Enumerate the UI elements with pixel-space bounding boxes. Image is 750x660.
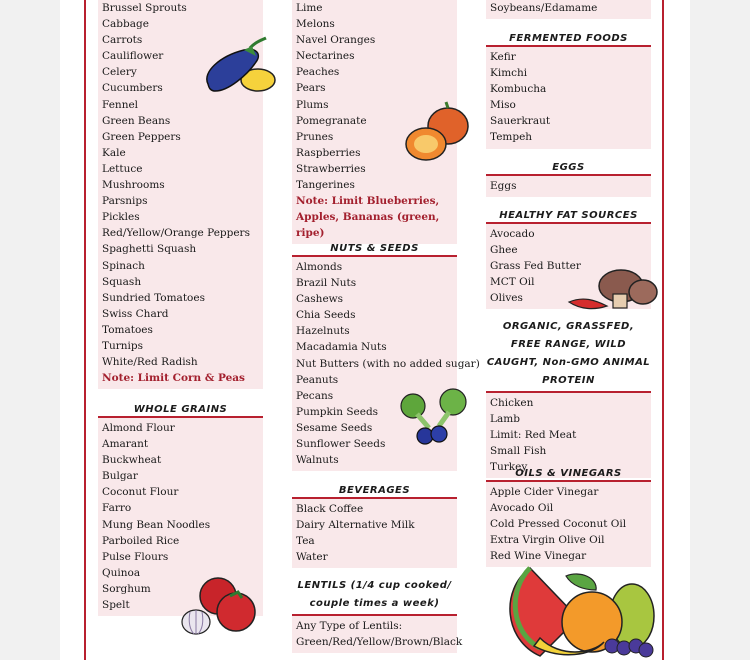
- list-item: Lime: [296, 2, 323, 14]
- list-item: Mung Bean Noodles: [102, 518, 211, 531]
- list-item: Parsnips: [102, 195, 148, 208]
- list-item: Spaghetti Squash: [102, 243, 197, 256]
- list-item: Spinach: [102, 259, 145, 272]
- lentils-list: [292, 616, 463, 653]
- list-item: Turnips: [102, 339, 144, 352]
- list-item: Red Wine Vinegar: [490, 550, 587, 563]
- list-item: Kefir: [490, 51, 516, 63]
- list-item: Squash: [102, 275, 142, 288]
- list-item: Avocado Oil: [490, 502, 554, 515]
- list-item: Kombucha: [490, 83, 547, 96]
- list-item: Carrots: [102, 34, 143, 47]
- list-item: Bulgar: [102, 470, 138, 483]
- list-item: Brussel Sprouts: [102, 2, 187, 14]
- list-item: Chia Seeds: [296, 309, 356, 322]
- lentils-title: LENTILS (1/4 cup cooked/ couple times a week): [292, 577, 457, 616]
- beverages-list: [292, 499, 457, 568]
- list-item: Swiss Chard: [102, 307, 169, 320]
- list-item: Prunes: [296, 130, 334, 143]
- beverages-section: [292, 485, 457, 568]
- list-item: Cauliflower: [102, 50, 164, 63]
- list-item: Melons: [296, 18, 335, 31]
- list-item: Almond Flour: [102, 422, 175, 434]
- list-item: Kimchi: [490, 67, 528, 80]
- list-item: Mushrooms: [102, 179, 165, 192]
- list-item: Spelt: [102, 599, 130, 612]
- list-item: Turkey: [490, 461, 528, 474]
- list-item: Strawberries: [296, 162, 366, 175]
- list-item: Limit: Red Meat: [490, 429, 577, 442]
- list-item: Plums: [296, 98, 329, 111]
- list-item: Pumpkin Seeds: [296, 405, 379, 418]
- list-item: Any Type of Lentils: Green/Red/Yellow/Brown/Black: [296, 620, 463, 649]
- list-item: Peanuts: [296, 373, 339, 386]
- list-item: Green Peppers: [102, 130, 181, 143]
- list-item: Kale: [102, 146, 126, 159]
- healthy-fat-title: HEALTHY FAT SOURCES: [486, 210, 651, 224]
- list-item: Parboiled Rice: [102, 534, 180, 547]
- list-item: Pomegranate: [296, 114, 367, 127]
- list-item: Sauerkraut: [490, 115, 551, 128]
- list-item: Ghee: [490, 244, 518, 257]
- list-item: Avocado: [490, 228, 535, 240]
- list-item: Grass Fed Butter: [490, 260, 581, 273]
- list-item: Celery: [102, 66, 137, 79]
- soy-section: [486, 0, 651, 19]
- list-item: Tomatoes: [102, 323, 153, 336]
- list-item: Sesame Seeds: [296, 421, 373, 434]
- list-item: White/Red Radish: [102, 356, 198, 369]
- soy-list: [486, 0, 651, 19]
- list-item: Navel Oranges: [296, 34, 376, 47]
- list-item: Lamb: [490, 413, 520, 426]
- mushroom-icon: [565, 266, 660, 320]
- oils-vinegars-title: OILS & VINEGARS: [486, 468, 651, 482]
- list-item: Coconut Flour: [102, 486, 179, 499]
- nuts-seeds-title: NUTS & SEEDS: [292, 243, 457, 257]
- list-item: Water: [296, 551, 328, 564]
- tomato-icon: [178, 572, 262, 638]
- list-item: Miso: [490, 99, 516, 112]
- list-item: Brazil Nuts: [296, 277, 357, 290]
- animal-protein-section: [486, 318, 651, 478]
- list-item: Amarant: [102, 438, 149, 451]
- list-item: Soybeans/Edamame: [490, 2, 598, 14]
- list-item: Almonds: [296, 261, 343, 273]
- list-item: Cold Pressed Coconut Oil: [490, 518, 627, 531]
- list-item: Pears: [296, 82, 326, 95]
- list-item: Macadamia Nuts: [296, 341, 387, 354]
- list-item: Eggs: [490, 180, 517, 192]
- list-item: Cabbage: [102, 18, 149, 31]
- fruit-basket-icon: [500, 560, 660, 660]
- note-item: Note: Limit Corn & Peas: [102, 372, 245, 385]
- list-item: Olives: [490, 292, 523, 305]
- list-item: Buckwheat: [102, 454, 162, 467]
- list-item: Extra Virgin Olive Oil: [490, 534, 605, 547]
- list-item: Sorghum: [102, 582, 151, 595]
- list-item: Walnuts: [296, 454, 339, 467]
- eggplant-icon: [200, 36, 278, 98]
- eggs-section: [486, 162, 651, 197]
- list-item: Chicken: [490, 397, 534, 409]
- list-item: Tea: [296, 535, 315, 548]
- list-item: Raspberries: [296, 146, 361, 159]
- beverages-title: BEVERAGES: [292, 485, 457, 499]
- eggs-list: [486, 176, 651, 197]
- list-item: Peaches: [296, 66, 340, 79]
- eggs-title: EGGS: [486, 162, 651, 176]
- list-item: Nectarines: [296, 50, 355, 63]
- list-item: Cucumbers: [102, 82, 163, 95]
- list-item: Green Beans: [102, 114, 171, 127]
- list-item: Apple Cider Vinegar: [490, 486, 599, 498]
- lentils-section: [292, 577, 463, 653]
- list-item: Black Coffee: [296, 503, 364, 515]
- list-item: Farro: [102, 502, 132, 515]
- list-item: Red/Yellow/Orange Peppers: [102, 227, 250, 240]
- list-item: Lettuce: [102, 162, 143, 175]
- list-item: Cashews: [296, 293, 344, 306]
- whole-grains-title: WHOLE GRAINS: [98, 404, 263, 418]
- oils-vinegars-list: [486, 482, 651, 567]
- list-item: MCT Oil: [490, 276, 535, 289]
- list-item: Sundried Tomatoes: [102, 291, 205, 304]
- list-item: Pickles: [102, 211, 140, 224]
- pumpkin-icon: [402, 100, 472, 166]
- list-item: Nut Butters (with no added sugar): [296, 357, 480, 370]
- fermented-foods-title: FERMENTED FOODS: [486, 33, 651, 47]
- fermented-foods-section: [486, 33, 651, 149]
- list-item: Fennel: [102, 98, 139, 111]
- broccoli-icon: [395, 388, 477, 448]
- note-item: Note: Limit Blueberries, Apples, Bananas (green, ripe): [296, 195, 440, 240]
- list-item: Pulse Flours: [102, 550, 169, 563]
- list-item: Small Fish: [490, 445, 547, 458]
- list-item: Quinoa: [102, 566, 141, 579]
- list-item: Dairy Alternative Milk: [296, 519, 415, 532]
- oils-vinegars-section: [486, 468, 651, 567]
- list-item: Hazelnuts: [296, 325, 350, 338]
- list-item: Tangerines: [296, 179, 355, 192]
- list-item: Pecans: [296, 389, 334, 402]
- animal-protein-list: [486, 393, 651, 478]
- fermented-foods-list: [486, 47, 651, 149]
- list-item: Tempeh: [490, 131, 533, 144]
- list-item: Sunflower Seeds: [296, 438, 386, 451]
- animal-protein-title: ORGANIC, GRASSFED, FREE RANGE, WILD CAUGHT, Non-GMO ANIMAL PROTEIN: [486, 318, 651, 393]
